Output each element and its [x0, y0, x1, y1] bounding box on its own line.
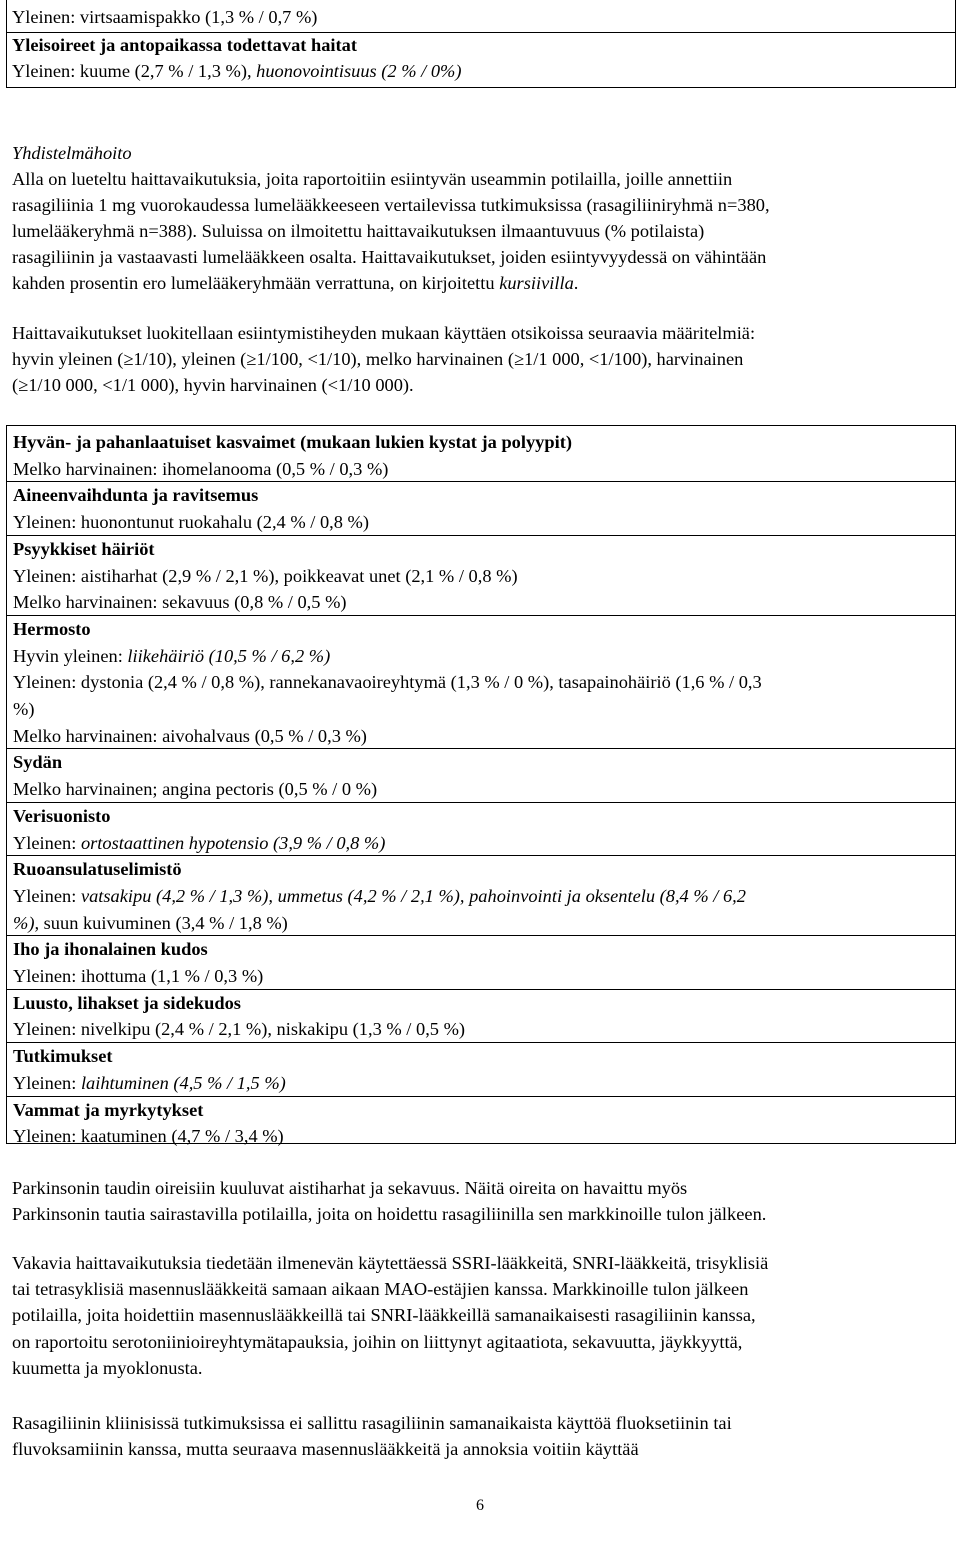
table-row-text [13, 883, 953, 909]
top-line-3 [12, 58, 952, 84]
table-row-text [13, 589, 953, 615]
general-disorders-heading: Yleisoireet ja antopaikassa todettavat haitat [12, 35, 357, 55]
table-row-text [13, 963, 953, 989]
table-row-text [13, 669, 953, 695]
combo-line-3: lumelääkeryhmä n=388). Suluissa on ilmoitettu haittavaikutuksen ilmaantuvuus (% potilaista) [12, 221, 705, 241]
table-row-text [13, 509, 953, 535]
soc-heading: Verisuonisto [13, 805, 111, 826]
table-row-text [13, 723, 953, 749]
combo-line-1: Alla on lueteltu haittavaikutuksia, joita raportoitiin esiintyvän useammin potilailla, joille annettiin [12, 169, 733, 189]
soc-heading: Hyvän- ja pahanlaatuiset kasvaimet (mukaan lukien kystat ja polyypit) [13, 432, 572, 452]
combo-line-5 [12, 270, 952, 296]
reaction-text: Yleinen: [13, 832, 81, 853]
combination-therapy-heading: Yhdistelmähoito [12, 143, 132, 163]
table-row-text [13, 776, 953, 802]
combo-line-2: rasagiliinia 1 mg vuorokaudessa lumelääkkeeseen vertailevissa tutkimuksissa (rasagiliiniryhmä n=380, [12, 195, 770, 215]
paragraph-line: tai tetrasyklisiä masennuslääkkeitä samaan aikaan MAO-estäjien kanssa. Markkinoille tulon jälkeen [12, 1279, 749, 1300]
reaction-text: Hyvin yleinen: [13, 645, 128, 666]
table-row-text [13, 1016, 953, 1042]
table-row-text [13, 643, 953, 669]
frequency-line-2: hyvin yleinen (≥1/10), yleinen (≥1/100, <1/10), melko harvinainen (≥1/1 000, <1/100), harvinainen [12, 349, 744, 369]
paragraph-line: kuumetta ja myoklonusta. [12, 1357, 203, 1378]
soc-heading: Tutkimukset [13, 1046, 113, 1067]
soc-heading: Luusto, lihakset ja sidekudos [13, 992, 241, 1013]
reaction-text: suun kuivuminen (3,4 % / 1,8 %) [39, 912, 288, 933]
reaction-text: Yleinen: nivelkipu (2,4 % / 2,1 %), niskakipu (1,3 % / 0,5 %) [13, 1019, 466, 1040]
reaction-text: Yleinen: huonontunut ruokahalu (2,4 % / 0,8 %) [13, 512, 369, 533]
reaction-text: Yleinen: [13, 885, 81, 906]
reaction-text: Yleinen: aistiharhat (2,9 % / 2,1 %), poikkeavat unet (2,1 % / 0,8 %) [13, 565, 518, 586]
top-line-1: Yleinen: virtsaamispakko (1,3 % / 0,7 %) [12, 7, 318, 27]
soc-heading: Hermosto [13, 618, 91, 639]
soc-heading: Iho ja ihonalainen kudos [13, 939, 208, 960]
combo-line-4: rasagiliinin ja vastaavasti lumelääkkeen osalta. Haittavaikutukset, joiden esiintyvyydessä on vähintään [12, 247, 767, 267]
reaction-text: %) [13, 699, 35, 719]
reaction-text: Yleinen: ihottuma (1,1 % / 0,3 %) [13, 966, 264, 986]
soc-heading: Aineenvaihdunta ja ravitsemus [13, 485, 259, 506]
italic-reaction-text: laihtuminen (4,5 % / 1,5 %) [80, 1072, 286, 1093]
table-row-text [13, 696, 953, 722]
paragraph-line: Vakavia haittavaikutuksia tiedetään ilmenevän käytettäessä SSRI-lääkkeitä, SNRI-lääkkeitä, trisyklisiä [12, 1253, 769, 1273]
table-row-text [13, 1070, 953, 1096]
combo-line-5-text: kahden prosentin ero lumelääkeryhmään verrattuna, on kirjoitettu [12, 273, 500, 293]
paragraph-line: potilailla, joita hoidettiin masennuslääkkeillä tai SNRI-lääkkeillä samanaikaisesti rasagiliinin kanssa, [12, 1305, 756, 1326]
italic-reaction-text: liikehäiriö (10,5 % / 6,2 %) [127, 645, 331, 666]
table-row-text [13, 1123, 953, 1149]
reaction-text: Yleinen: [13, 1072, 81, 1093]
table-row-text [13, 456, 953, 482]
paragraph-line: Rasagiliinin kliinisissä tutkimuksissa ei sallittu rasagiliinin samanaikaista käyttöä fluoksetiinin tai [12, 1413, 732, 1433]
frequency-line-1: Haittavaikutukset luokitellaan esiintymistiheyden mukaan käyttäen otsikoissa seuraavia määritelmiä: [12, 323, 756, 343]
soc-heading: Psyykkiset häiriöt [13, 538, 155, 559]
soc-heading: Ruoansulatuselimistö [13, 859, 182, 880]
malaise-text: huonovointisuus (2 % / 0%) [256, 61, 462, 81]
reaction-text: Melko harvinainen: aivohalvaus (0,5 % / 0,3 %) [13, 725, 367, 746]
reaction-text: Melko harvinainen: ihomelanooma (0,5 % / 0,3 %) [13, 458, 389, 479]
page-number: 6 [476, 1497, 484, 1514]
reaction-text: Yleinen: dystonia (2,4 % / 0,8 %), rannekanavaoireyhtymä (1,3 % / 0 %), tasapainohäiriö (1,6 % / 0,3 [13, 672, 762, 693]
paragraph-line: Parkinsonin taudin oireisiin kuuluvat aistiharhat ja sekavuus. Näitä oireita on havaittu myös [12, 1178, 688, 1198]
combo-line-5-end: . [573, 273, 579, 293]
paragraph-line: fluvoksamiinin kanssa, mutta seuraava masennuslääkkeitä ja annoksia voitiin käyttää [12, 1439, 639, 1460]
paragraph-line: on raportoitu serotoniinioireyhtymätapauksia, joihin on liittynyt agitaatiota, sekavuutta, jäykkyyttä, [12, 1331, 743, 1352]
table-row-text [13, 830, 953, 856]
table-row-text [13, 910, 953, 936]
frequency-line-3: (≥1/10 000, <1/1 000), hyvin harvinainen (<1/10 000). [12, 375, 414, 395]
italic-reaction-text: vatsakipu (4,2 % / 1,3 %), ummetus (4,2 % / 2,1 %), pahoinvointi ja oksentelu (8,4 % / 6,2 [80, 885, 746, 906]
soc-heading: Sydän [13, 752, 63, 773]
reaction-text: Melko harvinainen; angina pectoris (0,5 % / 0 %) [13, 779, 378, 800]
italic-note: kursiivilla [499, 273, 574, 293]
soc-heading: Vammat ja myrkytykset [13, 1099, 204, 1120]
reaction-text: Yleinen: kaatuminen (4,7 % / 3,4 %) [13, 1126, 284, 1147]
reaction-text: Melko harvinainen: sekavuus (0,8 % / 0,5 %) [13, 592, 347, 613]
fever-text: Yleinen: kuume (2,7 % / 1,3 %), [12, 61, 257, 81]
italic-reaction-text: ortostaattinen hypotensio (3,9 % / 0,8 %) [80, 832, 386, 853]
table-row-text [13, 563, 953, 589]
italic-reaction-text: %), [13, 912, 40, 933]
adverse-reactions-table [6, 425, 956, 1147]
paragraph-line: Parkinsonin tautia sairastavilla potilailla, joita on hoidettu rasagiliinilla sen markkinoille tulon jälkeen. [12, 1204, 767, 1225]
